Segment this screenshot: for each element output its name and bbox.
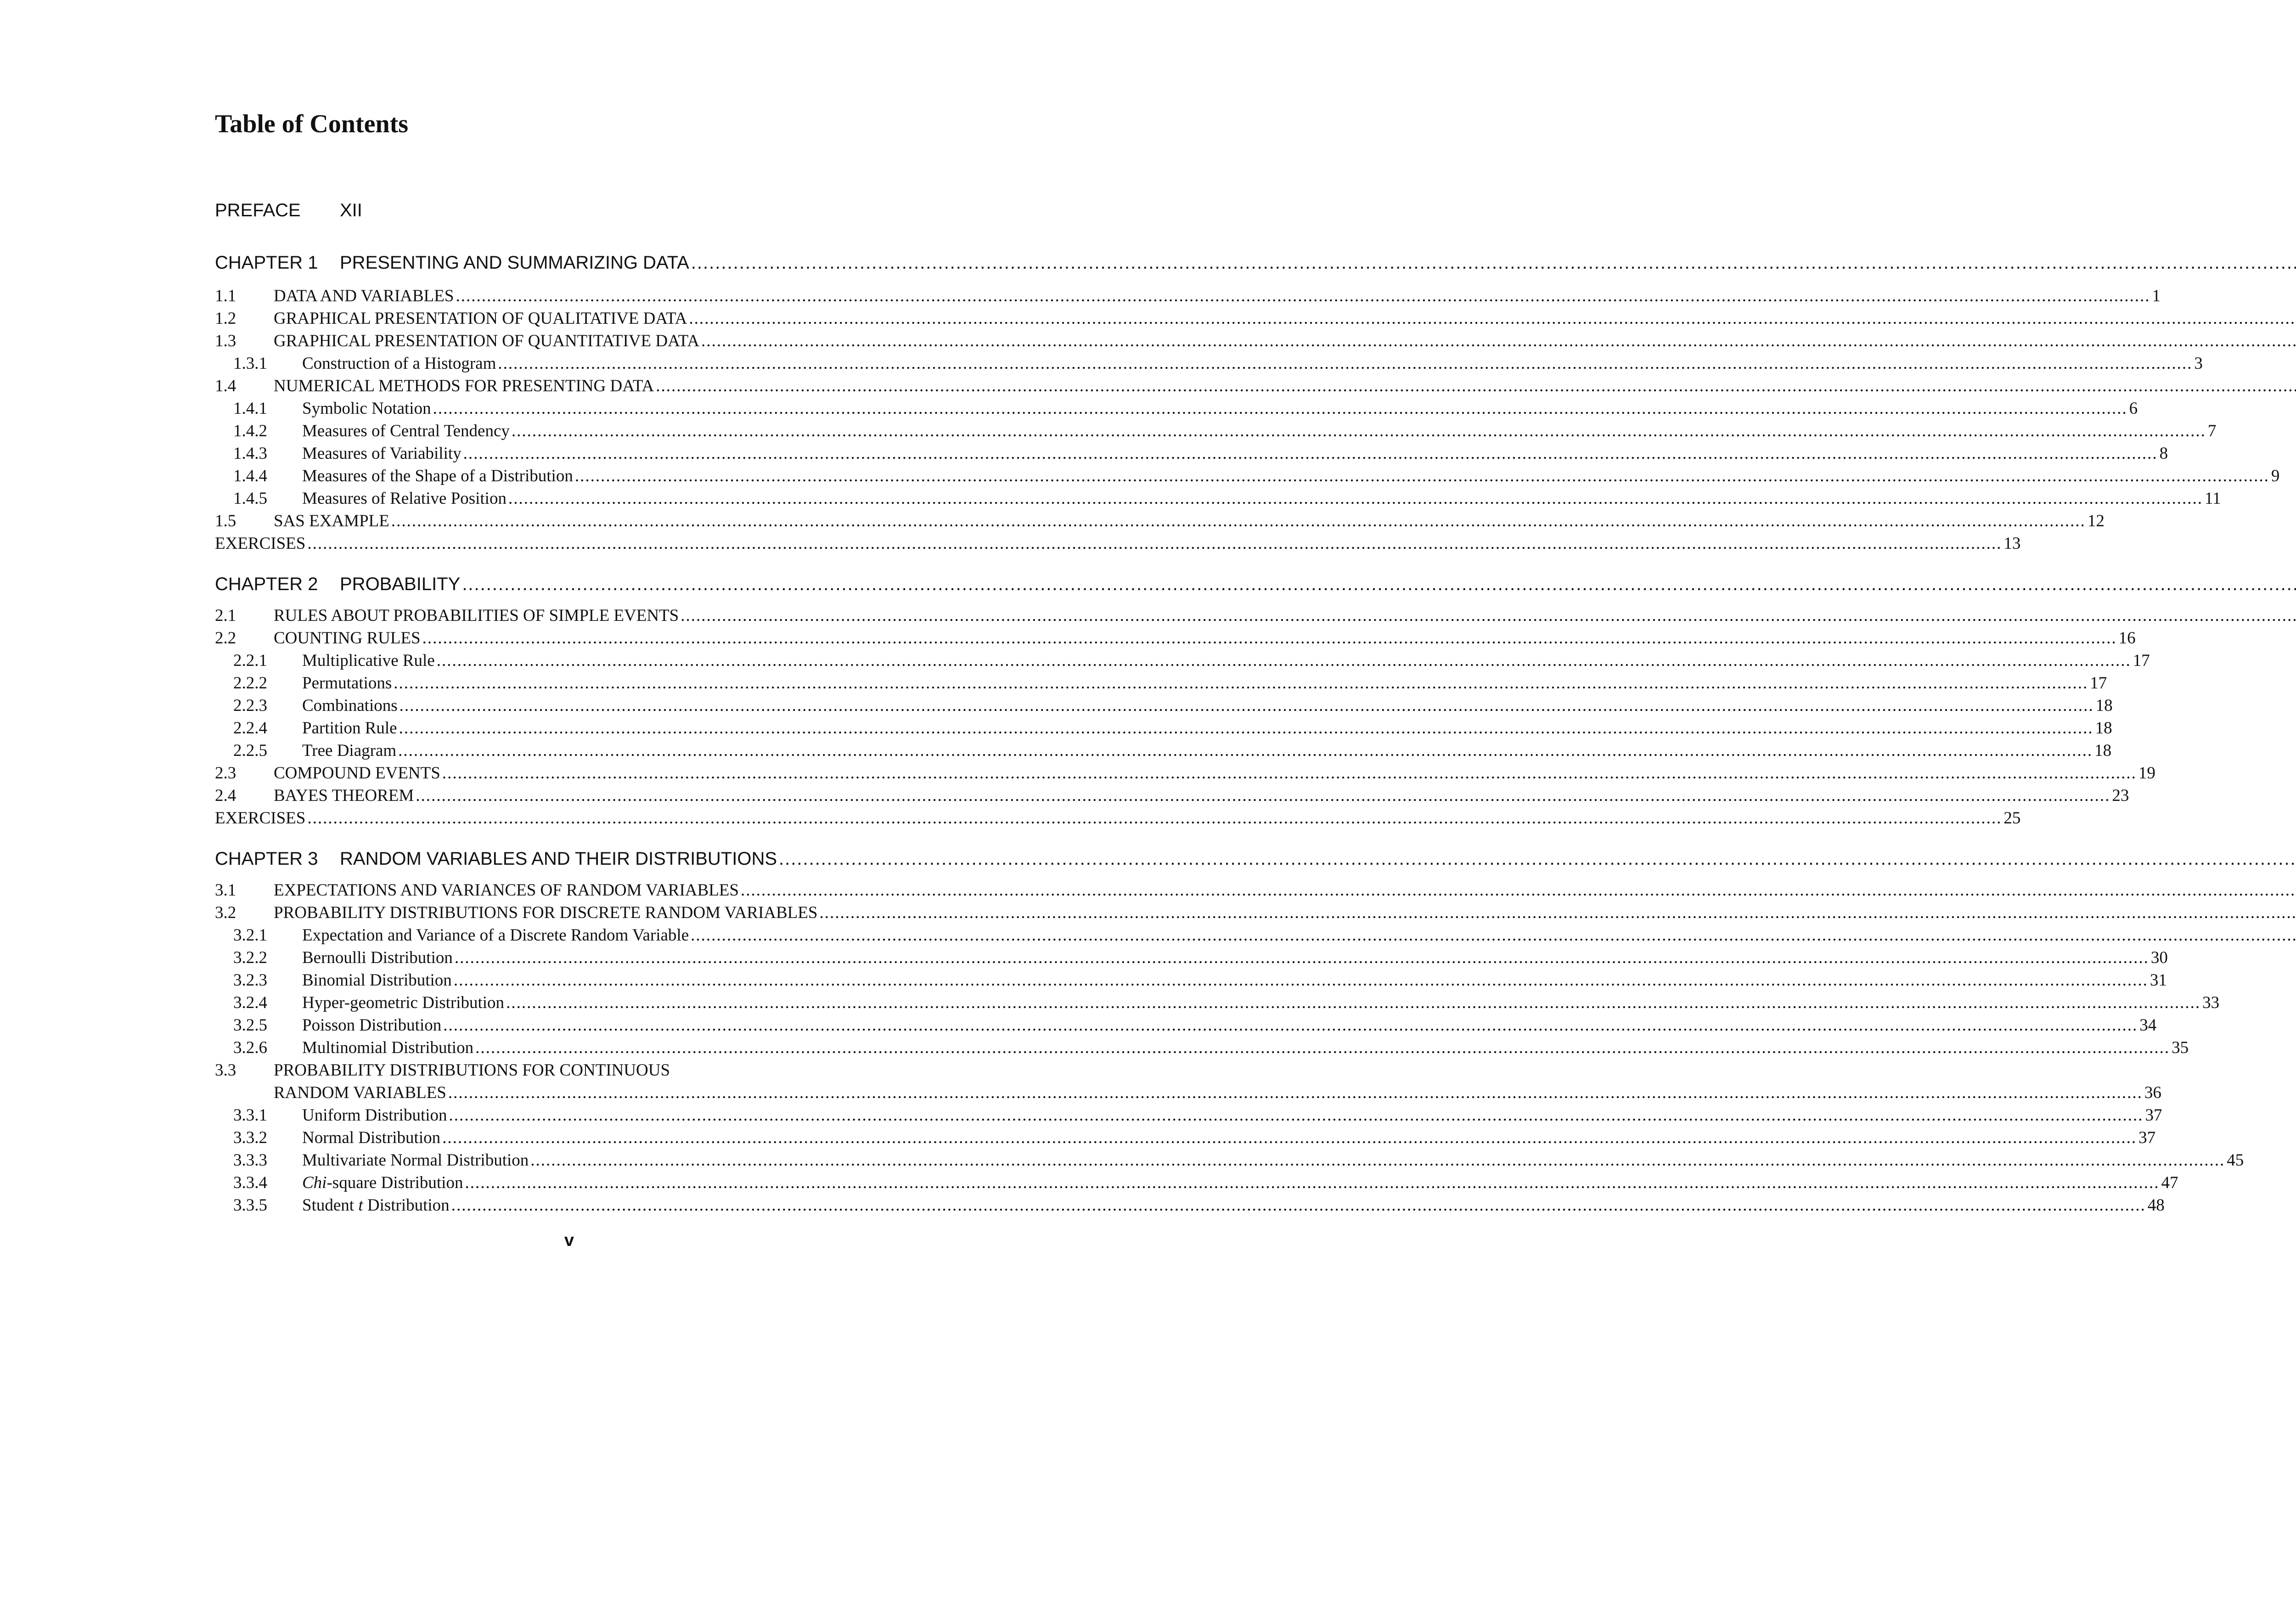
chapter-number: CHAPTER 1 xyxy=(215,253,318,273)
dot-leader xyxy=(819,901,2296,924)
entry-number: 2.2.5 xyxy=(233,741,267,760)
dot-leader xyxy=(437,649,2131,672)
preface-page: XII xyxy=(340,200,362,220)
toc-entry[interactable] xyxy=(215,784,2129,807)
entry-title: Symbolic Notation xyxy=(302,399,431,418)
entry-title: Measures of the Shape of a Distribution xyxy=(302,467,573,485)
entry-page: 13 xyxy=(2003,534,2021,553)
dot-leader xyxy=(422,627,2117,649)
dot-leader xyxy=(391,510,2086,532)
toc-page xyxy=(215,106,2280,1217)
entry-page: 33 xyxy=(2202,993,2220,1012)
entry-page: 8 xyxy=(2159,444,2168,463)
entry-title: EXERCISES xyxy=(215,809,306,828)
entry-page: 18 xyxy=(2094,741,2112,760)
entry-page: 19 xyxy=(2138,764,2155,783)
entry-number: 2.2 xyxy=(215,629,236,648)
dot-leader xyxy=(498,352,2192,375)
dot-leader xyxy=(442,1127,2137,1149)
toc-entry[interactable] xyxy=(215,307,931,330)
chapter-heading[interactable] xyxy=(215,845,931,873)
toc-entry[interactable] xyxy=(215,807,2021,829)
entry-title: Partition Rule xyxy=(302,719,397,738)
entry-number: 3.3.1 xyxy=(233,1106,267,1125)
entry-title: Poisson Distribution xyxy=(302,1016,442,1035)
toc-entry[interactable] xyxy=(215,604,931,627)
entry-number: 1.2 xyxy=(215,309,236,328)
entry-number: 3.3.4 xyxy=(233,1173,267,1192)
entry-page: 35 xyxy=(2172,1038,2189,1057)
entry-number: 1.4.3 xyxy=(233,444,267,463)
toc-entry[interactable] xyxy=(215,442,2168,465)
entry-title: Tree Diagram xyxy=(302,741,397,760)
dot-leader xyxy=(442,762,2137,784)
toc-entry[interactable] xyxy=(215,627,2136,649)
entry-list xyxy=(215,604,2155,829)
dot-leader xyxy=(691,249,2296,276)
entry-number: 2.4 xyxy=(215,786,236,805)
entry-number: 2.2.3 xyxy=(233,696,267,715)
entry-number: 3.3 xyxy=(215,1061,236,1080)
toc-entry[interactable] xyxy=(215,330,931,352)
toc-entry[interactable] xyxy=(215,1127,2156,1149)
dot-leader xyxy=(512,420,2206,442)
chapter-section xyxy=(215,845,2244,1217)
dot-leader xyxy=(451,1194,2146,1217)
entry-number: 3.2.6 xyxy=(233,1038,267,1057)
entry-list xyxy=(215,285,2280,555)
toc-entry[interactable] xyxy=(215,969,2167,991)
entry-number: 3.1 xyxy=(215,881,236,900)
toc-entry[interactable] xyxy=(215,739,2112,762)
entry-title: Normal Distribution xyxy=(302,1128,441,1147)
entry-number: 1.5 xyxy=(215,512,236,530)
chapter-title: PROBABILITY xyxy=(340,574,461,594)
entry-page: 30 xyxy=(2150,948,2168,967)
toc-entry[interactable] xyxy=(215,1172,2178,1194)
dot-leader xyxy=(691,924,2296,946)
dot-leader xyxy=(394,672,2088,694)
dot-leader xyxy=(443,1014,2138,1036)
toc-entry[interactable] xyxy=(215,1082,2161,1104)
dot-leader xyxy=(689,307,2296,330)
dot-leader xyxy=(433,397,2127,420)
dot-leader xyxy=(307,532,2002,555)
entry-title: DATA AND VARIABLES xyxy=(274,287,454,305)
chapter-number: CHAPTER 2 xyxy=(215,574,318,594)
entry-title: Measures of Variability xyxy=(302,444,461,463)
dot-leader xyxy=(741,879,2296,901)
entry-page: 37 xyxy=(2145,1106,2162,1125)
entry-title: NUMERICAL METHODS FOR PRESENTING DATA xyxy=(274,377,654,395)
dot-leader xyxy=(307,807,2002,829)
entry-number: 1.1 xyxy=(215,287,236,305)
dot-leader xyxy=(530,1149,2225,1172)
entry-title: Measures of Relative Position xyxy=(302,489,506,508)
dot-leader xyxy=(475,1036,2170,1059)
dot-leader xyxy=(449,1104,2144,1127)
dot-leader xyxy=(508,487,2203,510)
entry-title: BAYES THEOREM xyxy=(274,786,414,805)
entry-title: GRAPHICAL PRESENTATION OF QUANTITATIVE DATA xyxy=(274,332,700,350)
entry-number: 2.2.2 xyxy=(233,674,267,693)
entry-number: 1.4.1 xyxy=(233,399,267,418)
entry-title: Student t Distribution xyxy=(302,1196,450,1215)
chapter-list xyxy=(215,249,2280,1217)
entry-number: 3.2.2 xyxy=(233,948,267,967)
entry-number: 1.4 xyxy=(215,377,236,395)
toc-entry[interactable] xyxy=(215,375,931,397)
toc-entry[interactable] xyxy=(215,649,2150,672)
dot-leader xyxy=(701,330,2296,352)
toc-entry[interactable] xyxy=(215,1194,2165,1217)
dot-leader xyxy=(779,845,2296,873)
dot-leader xyxy=(454,969,2148,991)
dot-leader xyxy=(448,1082,2143,1104)
preface-label: PREFACE xyxy=(215,200,301,220)
toc-entry[interactable] xyxy=(215,1036,2189,1059)
entry-title: Multiplicative Rule xyxy=(302,651,435,670)
entry-title: Uniform Distribution xyxy=(302,1106,447,1125)
entry-page: 45 xyxy=(2227,1151,2244,1170)
entry-number: 3.2.1 xyxy=(233,926,267,945)
entry-number: 2.2.4 xyxy=(233,719,267,738)
entry-page: 7 xyxy=(2207,422,2217,440)
dot-leader xyxy=(681,604,2296,627)
toc-entry[interactable] xyxy=(215,901,931,924)
toc-entry[interactable] xyxy=(215,397,2138,420)
entry-page: 47 xyxy=(2161,1173,2178,1192)
entry-page: 48 xyxy=(2147,1196,2165,1215)
entry-number: 1.4.4 xyxy=(233,467,267,485)
page-title: Table of Contents xyxy=(215,110,409,138)
entry-title: PROBABILITY DISTRIBUTIONS FOR CONTINUOUS xyxy=(274,1061,670,1080)
chapter-heading[interactable] xyxy=(215,249,931,276)
toc-entry[interactable] xyxy=(215,717,2112,739)
entry-page: 3 xyxy=(2194,354,2203,373)
toc-entry[interactable] xyxy=(215,285,2161,307)
dot-leader xyxy=(575,465,2269,487)
entry-number: 3.2.5 xyxy=(233,1016,267,1035)
entry-number: 1.3 xyxy=(215,332,236,350)
dot-leader xyxy=(463,442,2158,465)
dot-leader xyxy=(462,570,2296,598)
entry-page: 17 xyxy=(2090,674,2107,693)
entry-page: 31 xyxy=(2150,971,2167,990)
entry-title: GRAPHICAL PRESENTATION OF QUALITATIVE DATA xyxy=(274,309,687,328)
entry-title: Expectation and Variance of a Discrete Random Variable xyxy=(302,926,689,945)
entry-number: 3.2 xyxy=(215,903,236,922)
chapter-title: PRESENTING AND SUMMARIZING DATA xyxy=(340,253,689,273)
entry-title: COUNTING RULES xyxy=(274,629,421,648)
entry-title: Combinations xyxy=(302,696,398,715)
dot-leader xyxy=(399,717,2093,739)
entry-title: EXERCISES xyxy=(215,534,306,553)
entry-title: EXPECTATIONS AND VARIANCES OF RANDOM VARIABLES xyxy=(274,881,739,900)
entry-number: 3.3.3 xyxy=(233,1151,267,1170)
entry-page: 17 xyxy=(2133,651,2150,670)
entry-page: 18 xyxy=(2095,719,2112,738)
entry-number: 3.3.2 xyxy=(233,1128,267,1147)
entry-title: Chi-square Distribution xyxy=(302,1173,463,1192)
entry-page: 6 xyxy=(2129,399,2138,418)
entry-number: 3.2.3 xyxy=(233,971,267,990)
entry-title: Measures of Central Tendency xyxy=(302,422,510,440)
entry-title: Bernoulli Distribution xyxy=(302,948,453,967)
toc-entry[interactable] xyxy=(215,1014,2157,1036)
entry-title: Binomial Distribution xyxy=(302,971,452,990)
toc-entry[interactable] xyxy=(215,510,2105,532)
chapter-section xyxy=(215,249,2280,555)
toc-entry[interactable] xyxy=(215,991,2220,1014)
entry-title: Multivariate Normal Distribution xyxy=(302,1151,529,1170)
toc-entry[interactable] xyxy=(215,487,2221,510)
page-folio: v xyxy=(564,1231,574,1250)
entry-number: 1.4.2 xyxy=(233,422,267,440)
dot-leader xyxy=(656,375,2296,397)
dot-leader xyxy=(455,946,2149,969)
toc-entry[interactable] xyxy=(215,1149,2244,1172)
dot-leader xyxy=(465,1172,2159,1194)
entry-number: 3.3.5 xyxy=(233,1196,267,1215)
entry-page: 9 xyxy=(2271,467,2280,485)
entry-title: SAS EXAMPLE xyxy=(274,512,389,530)
entry-page: 25 xyxy=(2003,809,2021,828)
chapter-title: RANDOM VARIABLES AND THEIR DISTRIBUTIONS xyxy=(340,849,777,869)
chapter-number: CHAPTER 3 xyxy=(215,849,318,869)
entry-page: 18 xyxy=(2095,696,2113,715)
entry-number: 3.2.4 xyxy=(233,993,267,1012)
entry-title: PROBABILITY DISTRIBUTIONS FOR DISCRETE RANDOM VARIABLES xyxy=(274,903,818,922)
toc-entry[interactable] xyxy=(215,465,2280,487)
entry-page: 11 xyxy=(2204,489,2221,508)
chapter-heading[interactable] xyxy=(215,570,931,598)
entry-title: Construction of a Histogram xyxy=(302,354,496,373)
toc-entry[interactable] xyxy=(215,1059,931,1082)
dot-leader xyxy=(456,285,2150,307)
toc-entry[interactable] xyxy=(215,1104,2162,1127)
entry-number: 1.3.1 xyxy=(233,354,267,373)
entry-title: RULES ABOUT PROBABILITIES OF SIMPLE EVENTS xyxy=(274,606,679,625)
entry-list xyxy=(215,879,2244,1217)
toc-entry[interactable] xyxy=(215,924,931,946)
entry-page: 37 xyxy=(2138,1128,2156,1147)
toc-entry[interactable] xyxy=(215,946,2168,969)
dot-leader xyxy=(400,694,2094,717)
entry-page: 34 xyxy=(2139,1016,2157,1035)
entry-title: Permutations xyxy=(302,674,392,693)
entry-page: 12 xyxy=(2087,512,2105,530)
entry-number: 2.1 xyxy=(215,606,236,625)
toc-entry[interactable] xyxy=(215,352,2203,375)
toc-entry[interactable] xyxy=(215,532,2021,555)
toc-entry[interactable] xyxy=(215,420,2217,442)
entry-page: 23 xyxy=(2112,786,2129,805)
entry-title: COMPOUND EVENTS xyxy=(274,764,440,783)
dot-leader xyxy=(416,784,2110,807)
toc-entry[interactable] xyxy=(215,694,2113,717)
chapter-section xyxy=(215,570,2155,829)
entry-title: Multinomial Distribution xyxy=(302,1038,474,1057)
entry-number: 2.2.1 xyxy=(233,651,267,670)
toc-entry-preface[interactable] xyxy=(215,197,931,224)
dot-leader xyxy=(398,739,2093,762)
toc-entry[interactable] xyxy=(215,672,2107,694)
toc-entry[interactable] xyxy=(215,762,2155,784)
entry-number: 1.4.5 xyxy=(233,489,267,508)
entry-page: 16 xyxy=(2118,629,2136,648)
entry-page: 1 xyxy=(2152,287,2161,305)
entry-number: 2.3 xyxy=(215,764,236,783)
entry-page: 36 xyxy=(2144,1083,2161,1102)
dot-leader xyxy=(506,991,2200,1014)
entry-title: Hyper-geometric Distribution xyxy=(302,993,505,1012)
toc-entry[interactable] xyxy=(215,879,931,901)
entry-title-continued: RANDOM VARIABLES xyxy=(274,1083,446,1102)
